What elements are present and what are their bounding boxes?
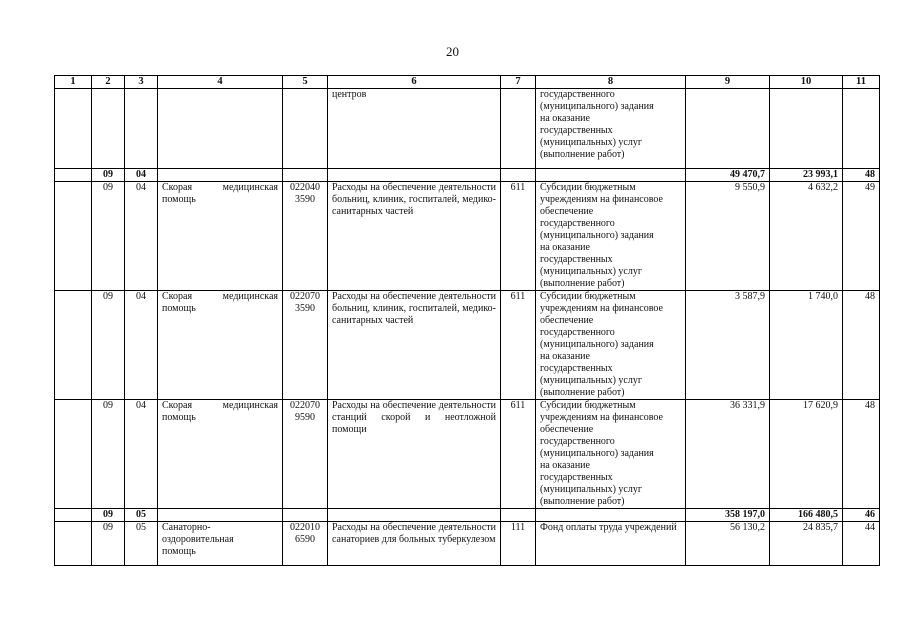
column-header-10: 10	[770, 76, 843, 89]
cell-col-2: 09	[92, 169, 125, 182]
cell-col-2: 09	[92, 509, 125, 522]
table-row	[55, 182, 880, 291]
cell-col-4: Скорая медицинская помощь	[158, 400, 283, 509]
column-header-9: 9	[686, 76, 770, 89]
cell-col-5: 022070 3590	[283, 291, 328, 400]
cell-col-5	[283, 509, 328, 522]
cell-col-2: 09	[92, 522, 125, 566]
cell-col-6: центров	[328, 89, 501, 169]
cell-col-11	[843, 89, 880, 169]
cell-col-5: 022010 6590	[283, 522, 328, 566]
cell-col-10: 17 620,9	[770, 400, 843, 509]
cell-col-9: 3 587,9	[686, 291, 770, 400]
cell-col-1	[55, 182, 92, 291]
cell-col-10	[770, 89, 843, 169]
cell-col-3: 04	[125, 169, 158, 182]
table-body	[55, 89, 880, 566]
cell-col-2: 09	[92, 291, 125, 400]
cell-col-10: 24 835,7	[770, 522, 843, 566]
cell-col-3: 04	[125, 291, 158, 400]
cell-col-1	[55, 89, 92, 169]
cell-col-4	[158, 89, 283, 169]
cell-col-9: 56 130,2	[686, 522, 770, 566]
cell-col-4	[158, 509, 283, 522]
cell-col-1	[55, 169, 92, 182]
cell-col-6: Расходы на обеспечение деятельности санаториев для больных туберкулезом	[328, 522, 501, 566]
cell-col-1	[55, 400, 92, 509]
table-row	[55, 89, 880, 169]
cell-col-5: 022070 9590	[283, 400, 328, 509]
cell-col-10: 1 740,0	[770, 291, 843, 400]
cell-col-7: 611	[501, 291, 536, 400]
cell-col-11: 48	[843, 169, 880, 182]
cell-col-10: 166 480,5	[770, 509, 843, 522]
column-header-11: 11	[843, 76, 880, 89]
column-header-1: 1	[55, 76, 92, 89]
cell-col-8	[536, 509, 686, 522]
cell-col-3: 05	[125, 509, 158, 522]
cell-col-11: 46	[843, 509, 880, 522]
cell-col-7	[501, 89, 536, 169]
column-header-8: 8	[536, 76, 686, 89]
cell-col-8: Субсидии бюджетным учреждениям на финансовое обеспечение государственного (муниципального) задания на оказание государственных (муниципальных) услуг (выполнение работ)	[536, 400, 686, 509]
table-header-row	[55, 76, 880, 89]
cell-col-9	[686, 89, 770, 169]
cell-col-9: 9 550,9	[686, 182, 770, 291]
cell-col-6	[328, 509, 501, 522]
cell-col-10: 23 993,1	[770, 169, 843, 182]
cell-col-3: 05	[125, 522, 158, 566]
subtotal-row	[55, 509, 880, 522]
cell-col-5	[283, 89, 328, 169]
cell-col-4: Скорая медицинская помощь	[158, 182, 283, 291]
column-header-5: 5	[283, 76, 328, 89]
cell-col-6: Расходы на обеспечение деятельности больниц, клиник, госпиталей, медико-санитарных частей	[328, 291, 501, 400]
column-header-2: 2	[92, 76, 125, 89]
cell-col-9: 36 331,9	[686, 400, 770, 509]
column-header-7: 7	[501, 76, 536, 89]
cell-col-7	[501, 169, 536, 182]
cell-col-3: 04	[125, 182, 158, 291]
subtotal-row	[55, 169, 880, 182]
table-row	[55, 400, 880, 509]
budget-table	[54, 75, 880, 566]
cell-col-11: 49	[843, 182, 880, 291]
cell-col-1	[55, 522, 92, 566]
cell-col-2: 09	[92, 182, 125, 291]
cell-col-7: 611	[501, 400, 536, 509]
cell-col-3: 04	[125, 400, 158, 509]
cell-col-10: 4 632,2	[770, 182, 843, 291]
cell-col-8: Субсидии бюджетным учреждениям на финансовое обеспечение государственного (муниципального) задания на оказание государственных (муниципальных) услуг (выполнение работ)	[536, 182, 686, 291]
cell-col-6: Расходы на обеспечение деятельности станций скорой и неотложной помощи	[328, 400, 501, 509]
cell-col-11: 48	[843, 400, 880, 509]
cell-col-8: государственного (муниципального) задания на оказание государственных (муниципальных) услуг (выполнение работ)	[536, 89, 686, 169]
column-header-3: 3	[125, 76, 158, 89]
cell-col-4: Скорая медицинская помощь	[158, 291, 283, 400]
cell-col-7: 111	[501, 522, 536, 566]
cell-col-4	[158, 169, 283, 182]
cell-col-11: 48	[843, 291, 880, 400]
table-row	[55, 522, 880, 566]
cell-col-6	[328, 169, 501, 182]
column-header-4: 4	[158, 76, 283, 89]
cell-col-9: 49 470,7	[686, 169, 770, 182]
cell-col-8	[536, 169, 686, 182]
cell-col-7	[501, 509, 536, 522]
cell-col-7: 611	[501, 182, 536, 291]
table-row	[55, 291, 880, 400]
cell-col-2: 09	[92, 400, 125, 509]
cell-col-1	[55, 509, 92, 522]
cell-col-8: Фонд оплаты труда учреждений	[536, 522, 686, 566]
page-number: 20	[446, 44, 459, 59]
cell-col-5: 022040 3590	[283, 182, 328, 291]
column-header-6: 6	[328, 76, 501, 89]
cell-col-1	[55, 291, 92, 400]
cell-col-3	[125, 89, 158, 169]
cell-col-5	[283, 169, 328, 182]
cell-col-2	[92, 89, 125, 169]
cell-col-11: 44	[843, 522, 880, 566]
cell-col-6: Расходы на обеспечение деятельности больниц, клиник, госпиталей, медико-санитарных частей	[328, 182, 501, 291]
cell-col-4: Санаторно- оздоровительная помощь	[158, 522, 283, 566]
cell-col-8: Субсидии бюджетным учреждениям на финансовое обеспечение государственного (муниципального) задания на оказание государственных (муниципальных) услуг (выполнение работ)	[536, 291, 686, 400]
cell-col-9: 358 197,0	[686, 509, 770, 522]
